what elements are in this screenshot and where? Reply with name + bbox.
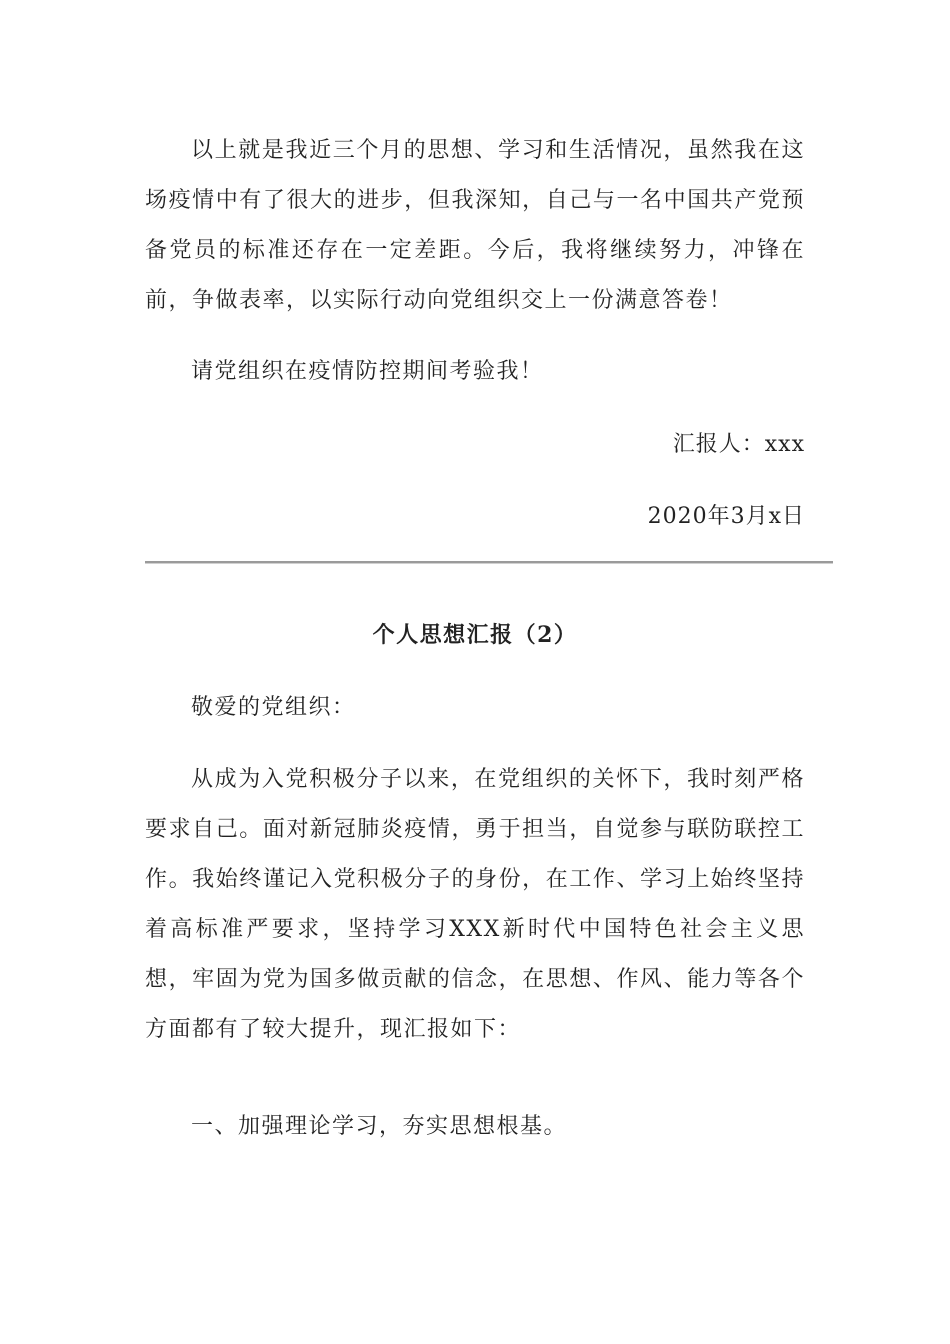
request-paragraph: 请党组织在疫情防控期间考验我！ — [191, 359, 544, 384]
report-date: 2020年3月x日 — [647, 504, 805, 529]
salutation: 敬爱的党组织： — [191, 695, 356, 720]
section-heading-1: 一、加强理论学习，夯实思想根基。 — [191, 1114, 568, 1139]
report-title: 个人思想汇报（2） — [372, 622, 578, 648]
intro-paragraph: 从成为入党积极分子以来，在党组织的关怀下，我时刻严格要求自己。面对新冠肺炎疫情，勇于担当，自觉参与联防联控工作。我始终谨记入党积极分子的身份，在工作、学习上始终坚持着高标准严要求，坚持学习XXX新时代中国特色社会主义思想，牢固为党为国多做贡献的信念，在思想、作风、能力等各个方面都有了较大提升，现汇报如下： — [145, 767, 805, 1042]
page-divider — [145, 561, 833, 564]
closing-paragraph: 以上就是我近三个月的思想、学习和生活情况，虽然我在这场疫情中有了很大的进步，但我深知，自己与一名中国共产党预备党员的标准还存在一定差距。今后，我将继续努力，冲锋在前，争做表率，以实际行动向党组织交上一份满意答卷！ — [145, 138, 805, 313]
reporter-signature: 汇报人：xxx — [672, 432, 805, 457]
